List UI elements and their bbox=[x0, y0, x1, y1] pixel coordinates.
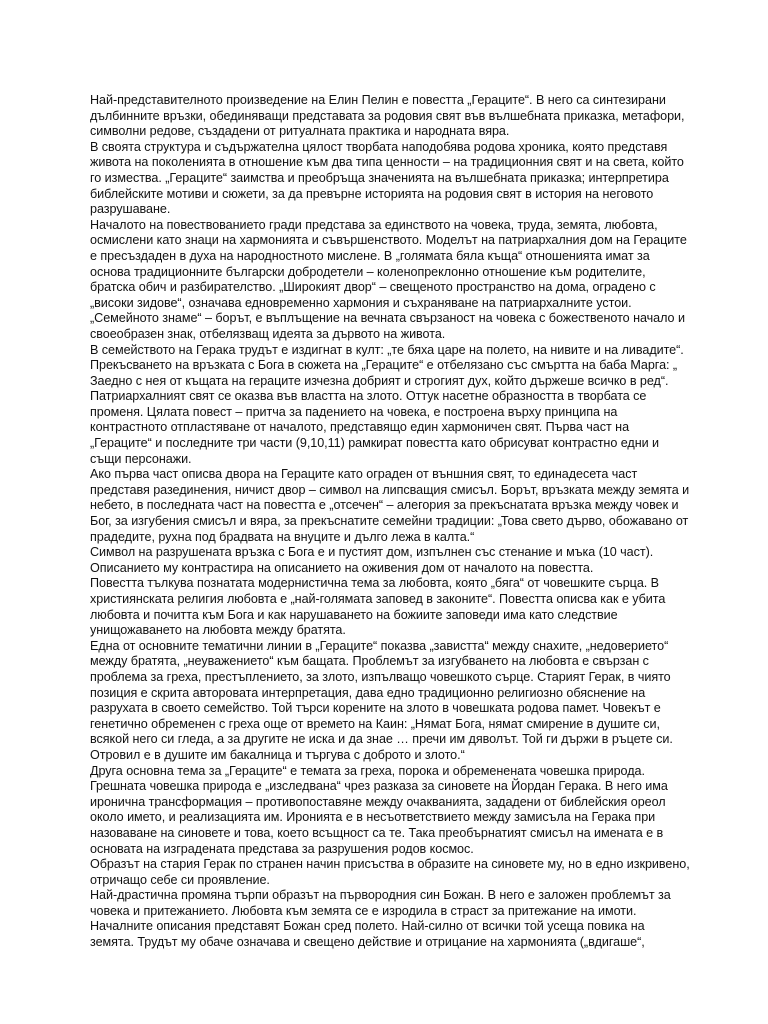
paragraph-3: Началото на повествованието гради представа за единството на човека, труда, земята, любовта, осмислени като знаци на хармонията и съвършенството. Моделът на патриархалния дом на Гераците е пресъздаден в духа на народностното мислене. В „голямата бяла къща“ отношенията имат за основа традиционните български добродетели – коленопреклонно отношение към родителите, братска обич и разбирателство. „Широкият двор“ – свещеното пространство на дома, оградено с „високи зидове“, означава едновременно хармония и съхраняване на патриархалните устои. „Семейното знаме“ – борът, е въплъщение на вечната свързаност на човека с божественото начало и своеобразен знак, отбелязващ идеята за дървото на живота. bbox=[90, 217, 687, 341]
paragraph-5: Прекъсването на връзката с Бога в сюжета на „Гераците“ е отбелязано със смъртта на баба Марга: „ Заедно с нея от къщата на гераците изчезна добрият и строгият дух, който държеше всичко в ред“. Патриархалният свят се оказва във властта на злото. Оттук насетне образността в творбата се променя. Цялата повест – притча за падението на човека, е построена върху принципа на контрастното отпластяване от началото, представящо един хармоничен свят. Първа част на „Гераците“ и последните три части (9,10,11) рамкират повестта като обрисуват контрастно едни и същи персонажи. bbox=[90, 358, 678, 466]
paragraph-2: В своята структура и съдържателна цялост творбата наподобява родова хроника, която представя живота на поколенията в отношение към два типа ценности – на традиционния свят и на света, който го измества. „Гераците“ заимства и преобръща значенията на вълшебната приказка; интерпретира библейските мотиви и сюжети, за да превърне историята на родовия свят в история на неговото разрушаване. bbox=[90, 139, 684, 217]
paragraph-11: Образът на стария Герак по странен начин присъства в образите на синовете му, но в едно изкривено, отричащо себе си проявление. bbox=[90, 857, 690, 887]
paragraph-4: В семейството на Герака трудът е издигнат в култ: „те бяха царе на полето, на нивите и на ливадите“. bbox=[90, 342, 684, 357]
paragraph-10: Друга основна тема за „Гераците“ е темата за греха, порока и обременената човешка природа. Грешната човешка природа е „изследвана“ чрез разказа за синовете на Йордан Герака. В него има иронична трансформация – противопоставяне между очакванията, зададени от библейския ореол около името, и реализацията им. Иронията е в несъответствието между замисъла на Герака при назоваване на синовете и това, което всъщност са те. Така преобърнатият смисъл на имената е в основата на изградената представа за разрушения родов космос. bbox=[90, 763, 668, 856]
document-page bbox=[90, 93, 690, 951]
paragraph-6: Ако първа част описва двора на Гераците като ограден от външния свят, то единадесета част представя разединения, ничист двор – символ на липсващия смисъл. Борът, връзката между земята и небето, в последната част на повестта е „отсечен“ – алегория за прекъснатата връзка между човек и Бог, за изгубения смисъл и вяра, за прекъснатите семейни традиции: „Това свето дърво, обожавано от прадедите, рухна под брадвата на внуците и дълго лежа в калта.“ bbox=[90, 467, 690, 544]
paragraph-1: Най-представителното произведение на Елин Пелин е повестта „Гераците“. В него са синтезирани дълбинните връзки, обединяващи представата за родовия свят във вълшебната приказка, метафори, символни редове, създадени от ритуалната практика и народната вяра. bbox=[90, 93, 685, 139]
paragraph-12: Най-драстична промяна търпи образът на първородния син Божан. В него е заложен проблемът за човека и притежанието. Любовта към земята се е изродила в страст за притежание на имоти. Началните описания представят Божан сред полето. Най-силно от всички той усеща повика на земята. Трудът му обаче означава и свещено действие и отрицание на хармонията („вдигаше“, bbox=[90, 888, 671, 950]
paragraph-7: Символ на разрушената връзка с Бога е и пустият дом, изпълнен със стенание и мъка (10 част). Описанието му контрастира на описанието на оживения дом от началото на повестта. bbox=[90, 545, 654, 575]
paragraph-8: Повестта тълкува познатата модернистична тема за любовта, която „бяга“ от човешките сърца. В християнската религия любовта е „най-голямата заповед в законите“. Повестта описва как е убита любовта и почитта към Бога и как нарушаването на божиите заповеди има като следствие унищожаването на любовта между братята. bbox=[90, 576, 666, 638]
paragraph-9: Една от основните тематични линии в „Гераците“ показва „завистта“ между снахите, „недоверието“ между братята, „неуважението“ към бащата. Проблемът за изгубването на любовта е свързан с проблема за греха, престъплението, за злото, изпълващо човешкото сърце. Старият Герак, в чиято позиция е скрита авторовата интерпретация, дава едно традиционно религиозно обяснение на разрухата в своето семейство. Той търси корените на злото в човешката родова памет. Човекът е генетично обременен с греха още от времето на Каин: „Нямат Бога, нямат смирение в душите си, всякой него си гледа, а за другите не иска и да знае … пречи им дяволът. Той ги държи в ръцете си. Отровил е в душите им бакалница и търгува с доброто и злото.“ bbox=[90, 638, 673, 762]
